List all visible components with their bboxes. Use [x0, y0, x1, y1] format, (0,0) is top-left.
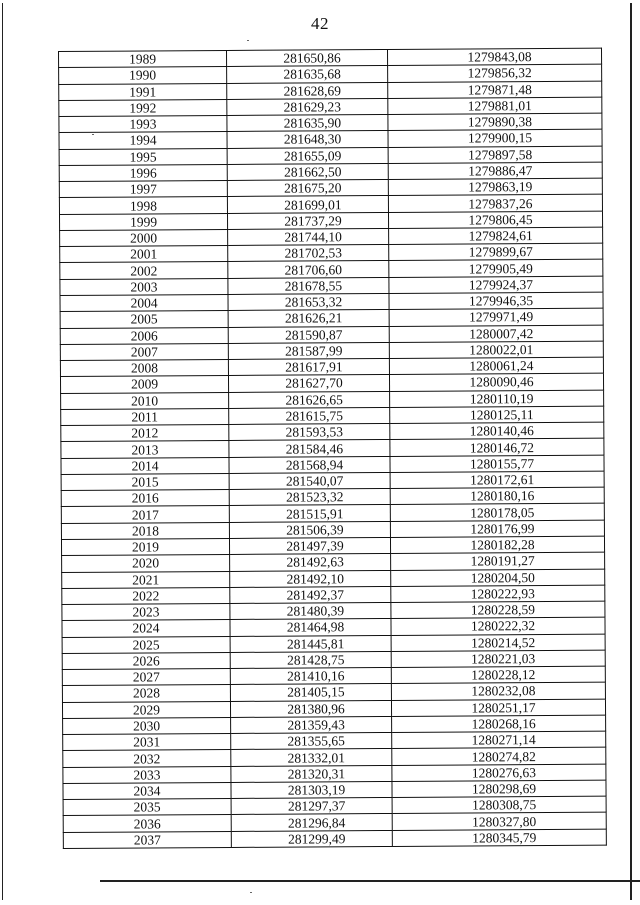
x-coordinate-cell: 281492,10 [230, 570, 391, 587]
x-coordinate-cell: 281593,53 [229, 424, 390, 441]
x-coordinate-cell: 281299,49 [231, 830, 392, 847]
y-coordinate-cell: 1280274,82 [392, 748, 606, 766]
y-coordinate-cell: 1280178,05 [390, 504, 604, 522]
x-coordinate-cell: 281653,32 [228, 293, 389, 310]
year-cell: 2032 [63, 750, 231, 767]
x-coordinate-cell: 281296,84 [231, 814, 392, 831]
x-coordinate-cell: 281675,20 [227, 180, 388, 197]
table-row [63, 829, 606, 849]
year-cell: 2030 [63, 717, 231, 734]
scan-speck [250, 892, 252, 893]
x-coordinate-cell: 281655,09 [227, 147, 388, 164]
scan-speck [247, 40, 249, 41]
year-cell: 2004 [60, 294, 228, 311]
x-coordinate-cell: 281615,75 [229, 407, 390, 424]
y-coordinate-cell: 1279871,48 [388, 81, 602, 99]
year-cell: 1999 [59, 213, 227, 230]
x-coordinate-cell: 281297,37 [231, 798, 392, 815]
year-cell: 2022 [62, 587, 230, 604]
year-cell: 1998 [59, 197, 227, 214]
y-coordinate-cell: 1280191,27 [391, 552, 605, 570]
year-cell: 2036 [63, 815, 231, 832]
year-cell: 1990 [59, 67, 227, 84]
coordinate-table [58, 48, 607, 849]
year-cell: 2016 [61, 490, 229, 507]
year-cell: 1997 [59, 181, 227, 198]
y-coordinate-cell: 1279905,49 [389, 260, 603, 278]
y-coordinate-cell: 1279856,32 [388, 64, 602, 82]
year-cell: 2031 [63, 734, 231, 751]
y-coordinate-cell: 1279899,67 [389, 243, 603, 261]
x-coordinate-cell: 281540,07 [229, 472, 390, 489]
x-coordinate-cell: 281355,65 [231, 733, 392, 750]
x-coordinate-cell: 281587,99 [228, 342, 389, 359]
x-coordinate-cell: 281410,16 [230, 668, 391, 685]
x-coordinate-cell: 281590,87 [228, 326, 389, 343]
x-coordinate-cell: 281744,10 [228, 228, 389, 245]
x-coordinate-cell: 281303,19 [231, 781, 392, 798]
year-cell: 2013 [61, 441, 229, 458]
y-coordinate-cell: 1279900,15 [388, 130, 602, 148]
y-coordinate-cell: 1280222,93 [391, 585, 605, 603]
x-coordinate-cell: 281662,50 [227, 163, 388, 180]
bottom-rule [100, 880, 640, 882]
year-cell: 2006 [60, 327, 228, 344]
x-coordinate-cell: 281635,68 [227, 66, 388, 83]
y-coordinate-cell: 1280110,19 [390, 390, 604, 408]
page-number: 42 [311, 14, 329, 33]
y-coordinate-cell: 1280268,16 [392, 715, 606, 733]
y-coordinate-cell: 1280276,63 [392, 764, 606, 782]
x-coordinate-cell: 281492,63 [230, 554, 391, 571]
y-coordinate-cell: 1279971,49 [389, 308, 603, 326]
year-cell: 1989 [59, 50, 227, 67]
x-coordinate-cell: 281428,75 [230, 651, 391, 668]
y-coordinate-cell: 1279890,38 [388, 113, 602, 131]
year-cell: 2009 [60, 376, 228, 393]
y-coordinate-cell: 1280061,24 [389, 357, 603, 375]
y-coordinate-cell: 1279837,26 [388, 195, 602, 213]
x-coordinate-cell: 281626,65 [229, 391, 390, 408]
year-cell: 2018 [61, 522, 229, 539]
x-coordinate-cell: 281320,31 [231, 765, 392, 782]
year-cell: 2008 [60, 360, 228, 377]
year-cell: 2000 [60, 229, 228, 246]
year-cell: 2028 [62, 685, 230, 702]
x-coordinate-cell: 281702,53 [228, 245, 389, 262]
y-coordinate-cell: 1279946,35 [389, 292, 603, 310]
x-coordinate-cell: 281584,46 [229, 440, 390, 457]
x-coordinate-cell: 281332,01 [231, 749, 392, 766]
x-coordinate-cell: 281515,91 [229, 505, 390, 522]
year-cell: 1993 [59, 116, 227, 133]
x-coordinate-cell: 281629,23 [227, 98, 388, 115]
year-cell: 1992 [59, 99, 227, 116]
year-cell: 1994 [59, 132, 227, 149]
y-coordinate-cell: 1280007,42 [389, 325, 603, 343]
year-cell: 1995 [59, 148, 227, 165]
year-cell: 2023 [62, 603, 230, 620]
y-coordinate-cell: 1279843,08 [387, 48, 601, 66]
year-cell: 2037 [63, 831, 231, 848]
y-coordinate-cell: 1279824,61 [389, 227, 603, 245]
year-cell: 2012 [61, 425, 229, 442]
y-coordinate-cell: 1280155,77 [390, 455, 604, 473]
y-coordinate-cell: 1280146,72 [390, 439, 604, 457]
x-coordinate-cell: 281650,86 [226, 49, 387, 66]
year-cell: 2002 [60, 262, 228, 279]
x-coordinate-cell: 281706,60 [228, 261, 389, 278]
x-coordinate-cell: 281405,15 [230, 684, 391, 701]
year-cell: 2007 [60, 343, 228, 360]
year-cell: 2001 [60, 246, 228, 263]
y-coordinate-cell: 1280298,69 [392, 780, 606, 798]
y-coordinate-cell: 1280251,17 [391, 699, 605, 717]
x-coordinate-cell: 281627,70 [228, 375, 389, 392]
y-coordinate-cell: 1280327,80 [392, 813, 606, 831]
x-coordinate-cell: 281464,98 [230, 619, 391, 636]
x-coordinate-cell: 281699,01 [227, 196, 388, 213]
year-cell: 2027 [62, 669, 230, 686]
y-coordinate-cell: 1280228,12 [391, 666, 605, 684]
year-cell: 2005 [60, 311, 228, 328]
y-coordinate-cell: 1279806,45 [388, 211, 602, 229]
year-cell: 2029 [62, 701, 230, 718]
year-cell: 2014 [61, 457, 229, 474]
y-coordinate-cell: 1279886,47 [388, 162, 602, 180]
y-coordinate-cell: 1279897,58 [388, 146, 602, 164]
year-cell: 2015 [61, 473, 229, 490]
y-coordinate-cell: 1280172,61 [390, 471, 604, 489]
y-coordinate-cell: 1280345,79 [392, 829, 606, 847]
x-coordinate-cell: 281737,29 [227, 212, 388, 229]
y-coordinate-cell: 1280221,03 [391, 650, 605, 668]
year-cell: 2033 [63, 766, 231, 783]
year-cell: 2035 [63, 799, 231, 816]
x-coordinate-cell: 281506,39 [229, 521, 390, 538]
year-cell: 2024 [62, 620, 230, 637]
y-coordinate-cell: 1280180,16 [390, 487, 604, 505]
year-cell: 2010 [61, 392, 229, 409]
y-coordinate-cell: 1280232,08 [391, 683, 605, 701]
y-coordinate-cell: 1280140,46 [390, 422, 604, 440]
year-cell: 2021 [62, 571, 230, 588]
y-coordinate-cell: 1279924,37 [389, 276, 603, 294]
year-cell: 2025 [62, 636, 230, 653]
year-cell: 2017 [61, 506, 229, 523]
y-coordinate-cell: 1280222,32 [391, 617, 605, 635]
y-coordinate-cell: 1279881,01 [388, 97, 602, 115]
y-coordinate-cell: 1280176,99 [390, 520, 604, 538]
year-cell: 2020 [62, 555, 230, 572]
x-coordinate-cell: 281523,32 [229, 489, 390, 506]
x-coordinate-cell: 281568,94 [229, 456, 390, 473]
y-coordinate-cell: 1280125,11 [390, 406, 604, 424]
x-coordinate-cell: 281635,90 [227, 115, 388, 132]
y-coordinate-cell: 1280204,50 [391, 569, 605, 587]
year-cell: 1991 [59, 83, 227, 100]
x-coordinate-cell: 281492,37 [230, 586, 391, 603]
x-coordinate-cell: 281678,55 [228, 277, 389, 294]
y-coordinate-cell: 1280182,28 [390, 536, 604, 554]
year-cell: 1996 [59, 164, 227, 181]
year-cell: 2026 [62, 652, 230, 669]
y-coordinate-cell: 1280228,59 [391, 601, 605, 619]
year-cell: 2019 [61, 538, 229, 555]
x-coordinate-cell: 281359,43 [231, 716, 392, 733]
x-coordinate-cell: 281445,81 [230, 635, 391, 652]
year-cell: 2003 [60, 278, 228, 295]
y-coordinate-cell: 1280214,52 [391, 634, 605, 652]
x-coordinate-cell: 281380,96 [230, 700, 391, 717]
y-coordinate-cell: 1279863,19 [388, 178, 602, 196]
y-coordinate-cell: 1280271,14 [392, 731, 606, 749]
x-coordinate-cell: 281628,69 [227, 82, 388, 99]
x-coordinate-cell: 281626,21 [228, 310, 389, 327]
year-cell: 2034 [63, 782, 231, 799]
x-coordinate-cell: 281617,91 [228, 359, 389, 376]
x-coordinate-cell: 281480,39 [230, 603, 391, 620]
x-coordinate-cell: 281497,39 [229, 537, 390, 554]
year-cell: 2011 [61, 408, 229, 425]
y-coordinate-cell: 1280308,75 [392, 796, 606, 814]
y-coordinate-cell: 1280022,01 [389, 341, 603, 359]
x-coordinate-cell: 281648,30 [227, 131, 388, 148]
y-coordinate-cell: 1280090,46 [389, 373, 603, 391]
coordinate-table-body [59, 48, 607, 848]
